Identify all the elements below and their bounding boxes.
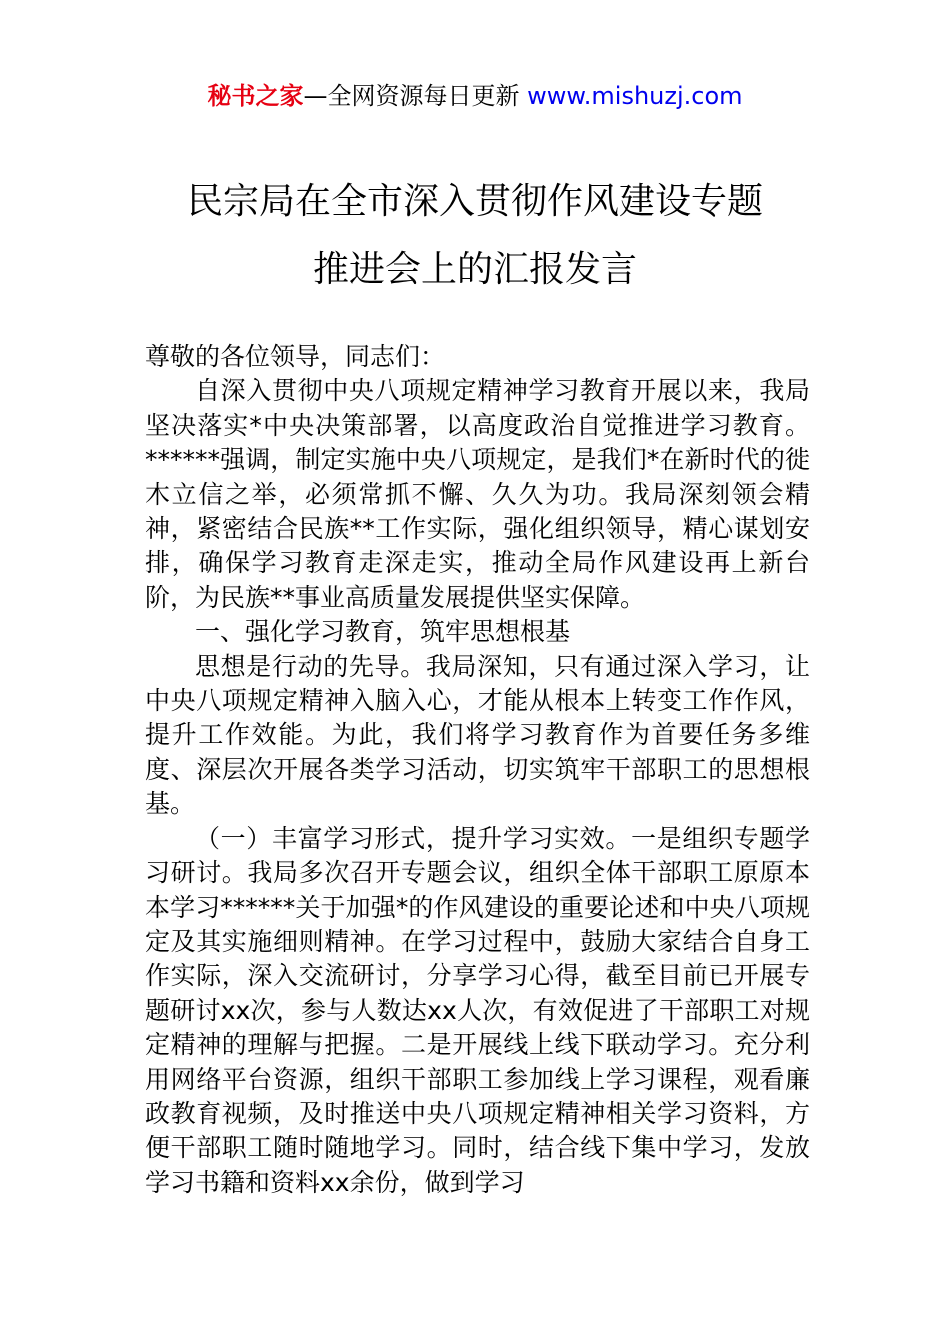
paragraph-subsection-1: （一）丰富学习形式，提升学习实效。一是组织专题学习研讨。我局多次召开专题会议，组织全体干部职工原原本本学习******关于加强*的作风建设的重要论述和中央八项规定及其实施细则精神。在学习过程中，鼓励大家结合自身工作实际，深入交流研讨，分享学习心得，截至目前已开展专题研讨xx次，参与人数达xx人次，有效促进了干部职工对规定精神的理解与把握。二是开展线上线下联动学习。充分利用网络平台资源，组织干部职工参加线上学习课程，观看廉政教育视频，及时推送中央八项规定精神相关学习资料，方便干部职工随时随地学习。同时，结合线下集中学习，发放学习书籍和资料xx余份，做到学习: [145, 823, 810, 1197]
document-body: [145, 340, 810, 1200]
document-title-line-1: 民宗局在全市深入贯彻作风建设专题: [186, 181, 763, 222]
site-tagline: —全网资源每日更新: [303, 82, 528, 110]
salutation: 尊敬的各位领导，同志们：: [145, 342, 446, 371]
paragraph-intro: 自深入贯彻中央八项规定精神学习教育开展以来，我局坚决落实*中央决策部署，以高度政治自觉推进学习教育。******强调，制定实施中央八项规定，是我们*在新时代的徙木立信之举，必须常抓不懈、久久为功。我局深刻领会精神，紧密结合民族**工作实际，强化组织领导，精心谋划安排，确保学习教育走深走实，推动全局作风建设再上新台阶，为民族**事业高质量发展提供坚实保障。: [145, 376, 810, 612]
site-url-link[interactable]: www.mishuzj.com: [527, 82, 743, 110]
document-title-line-2: 推进会上的汇报发言: [312, 249, 637, 290]
paragraph-section-1: 思想是行动的先导。我局深知，只有通过深入学习，让中央八项规定精神入脑入心，才能从根本上转变工作作风，提升工作效能。为此，我们将学习教育作为首要任务多维度、深层次开展各类学习活动，切实筑牢干部职工的思想根基。: [145, 651, 810, 819]
site-header: [0, 80, 950, 112]
site-brand: 秘书之家: [207, 82, 304, 110]
section-heading-1: 一、强化学习教育，筑牢思想根基: [195, 617, 571, 647]
